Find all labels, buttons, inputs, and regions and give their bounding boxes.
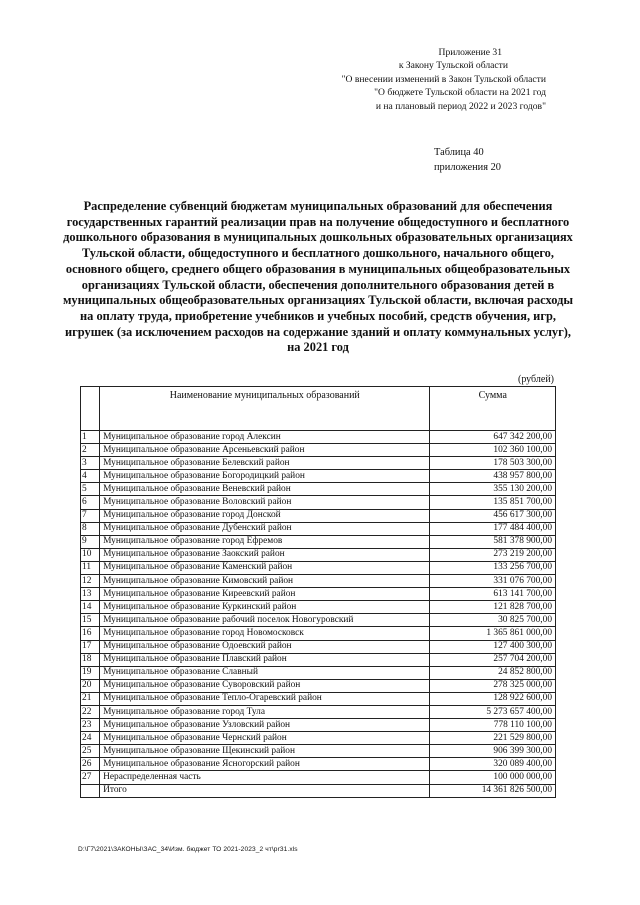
- row-name: Муниципальное образование Белевский район: [100, 457, 430, 470]
- row-number: 3: [81, 457, 100, 470]
- row-sum: 906 399 300,00: [430, 745, 556, 758]
- document-title: Распределение субвенций бюджетам муниципальных образований для обеспечения государственных гарантий реализации прав на получение общедоступного и бесплатного дошкольного образования в муниципальных дошкольных образовательных организациях Тульской области, общедоступного и бесплатного дошкольного, начального общего, основного общего, среднего общего образования в муниципальных общеобразовательных организациях Тульской области, обеспечения дополнительного образования детей в муниципальных общеобразовательных организациях Тульской области, включая расходы на оплату труда, приобретение учебников и учебных пособий, средств обучения, игр, игрушек (за исключением расходов на содержание зданий и оплату коммунальных услуг), на 2021 год: [62, 199, 574, 355]
- header-sum: Сумма: [430, 387, 556, 431]
- table-row: [81, 653, 556, 666]
- row-number: 2: [81, 444, 100, 457]
- row-name: Муниципальное образование Веневский район: [100, 483, 430, 496]
- row-number: 12: [81, 575, 100, 588]
- total-number-cell: [81, 784, 100, 797]
- row-number: 17: [81, 640, 100, 653]
- row-number: 6: [81, 496, 100, 509]
- table-row: [81, 535, 556, 548]
- row-name: Муниципальное образование город Новомосковск: [100, 627, 430, 640]
- table-row: [81, 548, 556, 561]
- row-number: 4: [81, 470, 100, 483]
- row-sum: 221 529 800,00: [430, 732, 556, 745]
- row-number: 7: [81, 509, 100, 522]
- row-number: 15: [81, 614, 100, 627]
- row-sum: 24 852 800,00: [430, 666, 556, 679]
- table-row: [81, 431, 556, 444]
- table-row: [81, 719, 556, 732]
- table-row: [81, 627, 556, 640]
- annex-line-2: к Закону Тульской области: [398, 60, 508, 72]
- row-name: Муниципальное образование Воловский район: [100, 496, 430, 509]
- table-row: [81, 496, 556, 509]
- row-number: 25: [81, 745, 100, 758]
- row-sum: 778 110 100,00: [430, 719, 556, 732]
- table-row: [81, 732, 556, 745]
- subsidy-table: [80, 386, 556, 798]
- table-row: [81, 561, 556, 574]
- row-number: 9: [81, 535, 100, 548]
- row-number: 18: [81, 653, 100, 666]
- table-ref-line-1: Таблица 40: [434, 147, 484, 158]
- units-label: (рублей): [517, 374, 554, 385]
- row-name: Муниципальное образование Каменский район: [100, 561, 430, 574]
- table-row: [81, 679, 556, 692]
- row-number: 24: [81, 732, 100, 745]
- row-sum: 5 273 657 400,00: [430, 705, 556, 718]
- total-row: [81, 784, 556, 797]
- header-name: Наименование муниципальных образований: [100, 387, 430, 431]
- row-name: Муниципальное образование Богородицкий район: [100, 470, 430, 483]
- table-row: [81, 705, 556, 718]
- total-sum: 14 361 826 500,00: [430, 784, 556, 797]
- row-number: 21: [81, 692, 100, 705]
- row-number: 22: [81, 705, 100, 718]
- row-number: 11: [81, 561, 100, 574]
- annex-line-1: Приложение 31: [438, 47, 502, 58]
- row-sum: 128 922 600,00: [430, 692, 556, 705]
- row-sum: 456 617 300,00: [430, 509, 556, 522]
- table-row: [81, 483, 556, 496]
- row-name: Муниципальное образование Одоевский район: [100, 640, 430, 653]
- table-row: [81, 509, 556, 522]
- annex-reference: [286, 46, 546, 113]
- row-name: Муниципальное образование Славный: [100, 666, 430, 679]
- header-number: [81, 387, 100, 431]
- row-number: 1: [81, 431, 100, 444]
- table-row: [81, 692, 556, 705]
- table-row: [81, 601, 556, 614]
- row-sum: 121 828 700,00: [430, 601, 556, 614]
- table-row: [81, 640, 556, 653]
- table-row: [81, 758, 556, 771]
- row-name: Муниципальное образование город Тула: [100, 705, 430, 718]
- row-number: 20: [81, 679, 100, 692]
- row-number: 14: [81, 601, 100, 614]
- row-name: Муниципальное образование город Алексин: [100, 431, 430, 444]
- table-row: [81, 745, 556, 758]
- row-name: Муниципальное образование Щекинский район: [100, 745, 430, 758]
- row-sum: 133 256 700,00: [430, 561, 556, 574]
- row-name: Нераспределенная часть: [100, 771, 430, 784]
- row-sum: 438 957 800,00: [430, 470, 556, 483]
- row-name: Муниципальное образование Дубенский район: [100, 522, 430, 535]
- table-row: [81, 457, 556, 470]
- table-reference: [434, 146, 501, 175]
- row-name: Муниципальное образование Арсеньевский район: [100, 444, 430, 457]
- row-sum: 177 484 400,00: [430, 522, 556, 535]
- row-sum: 178 503 300,00: [430, 457, 556, 470]
- row-sum: 320 089 400,00: [430, 758, 556, 771]
- table-header-row: [81, 387, 556, 431]
- row-name: Муниципальное образование Суворовский район: [100, 679, 430, 692]
- row-sum: 135 851 700,00: [430, 496, 556, 509]
- row-sum: 647 342 200,00: [430, 431, 556, 444]
- row-sum: 613 141 700,00: [430, 588, 556, 601]
- annex-line-5: и на плановый период 2022 и 2023 годов": [375, 100, 546, 112]
- row-sum: 127 400 300,00: [430, 640, 556, 653]
- row-number: 13: [81, 588, 100, 601]
- row-name: Муниципальное образование Киреевский район: [100, 588, 430, 601]
- row-number: 26: [81, 758, 100, 771]
- row-sum: 257 704 200,00: [430, 653, 556, 666]
- row-sum: 331 076 700,00: [430, 575, 556, 588]
- row-name: Муниципальное образование Заокский район: [100, 548, 430, 561]
- table-body: [81, 431, 556, 785]
- row-sum: 278 325 000,00: [430, 679, 556, 692]
- row-name: Муниципальное образование рабочий поселок Новогуровский: [100, 614, 430, 627]
- row-sum: 30 825 700,00: [430, 614, 556, 627]
- table-ref-line-2: приложения 20: [434, 161, 501, 173]
- row-number: 8: [81, 522, 100, 535]
- row-number: 19: [81, 666, 100, 679]
- row-name: Муниципальное образование город Ефремов: [100, 535, 430, 548]
- table-row: [81, 666, 556, 679]
- total-label: Итого: [100, 784, 430, 797]
- table-row: [81, 522, 556, 535]
- row-sum: 1 365 861 000,00: [430, 627, 556, 640]
- row-name: Муниципальное образование Куркинский район: [100, 601, 430, 614]
- row-sum: 355 130 200,00: [430, 483, 556, 496]
- row-number: 27: [81, 771, 100, 784]
- row-sum: 100 000 000,00: [430, 771, 556, 784]
- file-path-footer: D:\Г7\2021\ЗАКОНЫ\ЗАС_34\Изм. бюджет ТО 2021-2023_2 чт\pr31.xls: [78, 846, 298, 853]
- row-sum: 102 360 100,00: [430, 444, 556, 457]
- table-row: [81, 470, 556, 483]
- row-name: Муниципальное образование Ясногорский район: [100, 758, 430, 771]
- row-name: Муниципальное образование город Донской: [100, 509, 430, 522]
- row-name: Муниципальное образование Тепло-Огаревский район: [100, 692, 430, 705]
- table-row: [81, 771, 556, 784]
- row-name: Муниципальное образование Узловский район: [100, 719, 430, 732]
- table-row: [81, 575, 556, 588]
- row-name: Муниципальное образование Кимовский район: [100, 575, 430, 588]
- row-number: 16: [81, 627, 100, 640]
- annex-line-4: "О бюджете Тульской области на 2021 год: [374, 87, 546, 99]
- row-number: 23: [81, 719, 100, 732]
- row-name: Муниципальное образование Плавский район: [100, 653, 430, 666]
- table-row: [81, 588, 556, 601]
- table-row: [81, 614, 556, 627]
- row-name: Муниципальное образование Чернский район: [100, 732, 430, 745]
- row-sum: 581 378 900,00: [430, 535, 556, 548]
- row-number: 10: [81, 548, 100, 561]
- row-number: 5: [81, 483, 100, 496]
- annex-line-3: "О внесении изменений в Закон Тульской области: [341, 73, 546, 85]
- table-row: [81, 444, 556, 457]
- row-sum: 273 219 200,00: [430, 548, 556, 561]
